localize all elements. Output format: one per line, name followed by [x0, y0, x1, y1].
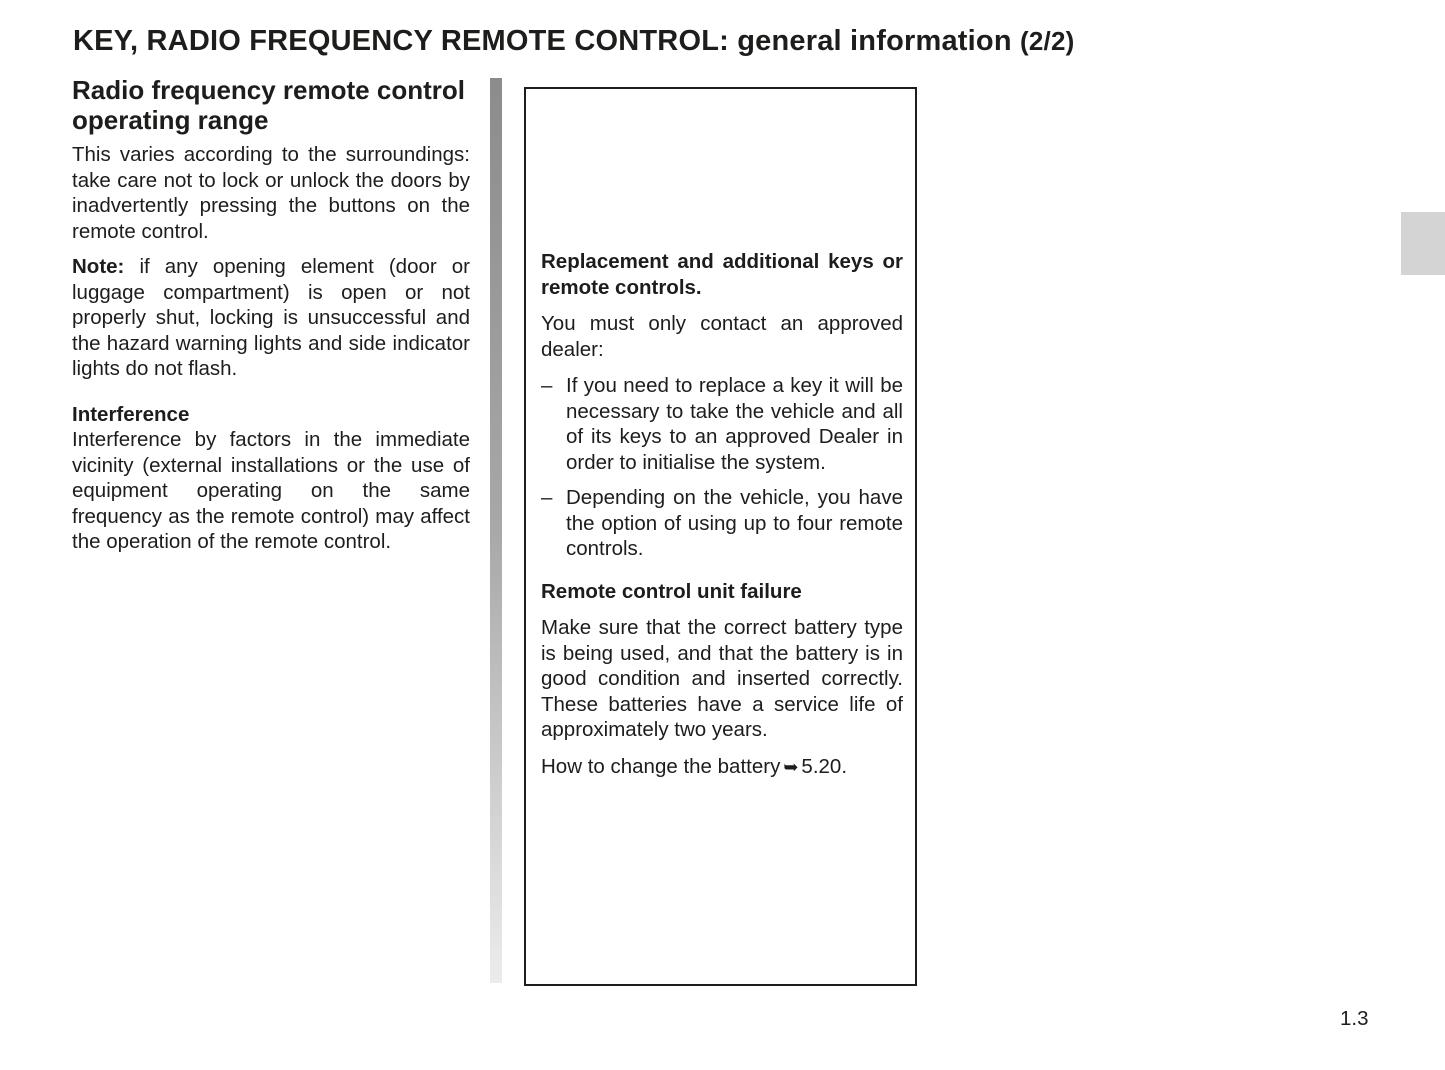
list-item	[541, 485, 903, 562]
page-title-main: KEY, RADIO FREQUENCY REMOTE CONTROL: general information	[73, 25, 1012, 57]
list-item-text: If you need to replace a key it will be necessary to take the vehicle and all of its keys to an approved Dealer in order to initialise the system.	[566, 374, 903, 474]
operating-range-note	[72, 254, 470, 382]
page-title-part: (2/2)	[1020, 26, 1075, 56]
operating-range-heading: Radio frequency remote control operating range	[72, 75, 465, 135]
interference-text: Interference by factors in the immediate vicinity (external installations or the use of equipment operating on the same frequency as the remote control) may affect the operation of the remote control.	[72, 428, 470, 553]
page-number: 1.3	[1340, 1007, 1369, 1030]
replacement-intro: You must only contact an approved dealer:	[541, 312, 903, 361]
operating-range-intro: This varies according to the surroundings: take care not to lock or unlock the doors by inadvertently pressing the buttons on the remote control.	[72, 143, 470, 243]
section-tab	[1401, 212, 1445, 275]
arrow-right-icon: ➥	[783, 756, 799, 777]
failure-text: Make sure that the correct battery type is being used, and that the battery is in good condition and inserted correctly. These batteries have a service life of approximately two years.	[541, 616, 903, 741]
failure-heading: Remote control unit failure	[541, 579, 802, 603]
left-column	[72, 75, 470, 565]
battery-reference	[541, 754, 903, 781]
note-label: Note:	[72, 255, 125, 278]
column-divider-bar	[490, 78, 502, 983]
list-item	[541, 373, 903, 475]
replacement-heading: Replacement and additional keys or remote controls.	[541, 250, 903, 299]
battery-ref-text: How to change the battery	[541, 754, 781, 778]
dash-bullet: –	[541, 486, 553, 509]
interference-heading: Interference	[72, 402, 190, 426]
list-item-text: Depending on the vehicle, you have the option of using up to four remote controls.	[566, 486, 903, 560]
replacement-list	[541, 373, 903, 562]
info-box-content	[541, 249, 903, 791]
battery-ref-page: 5.20.	[801, 754, 848, 778]
page-title	[73, 22, 1273, 60]
dash-bullet: –	[541, 374, 553, 397]
note-text: if any opening element (door or luggage compartment) is open or not properly shut, locking is unsuccessful and the hazard warning lights and side indicator lights do not flash.	[72, 255, 470, 380]
